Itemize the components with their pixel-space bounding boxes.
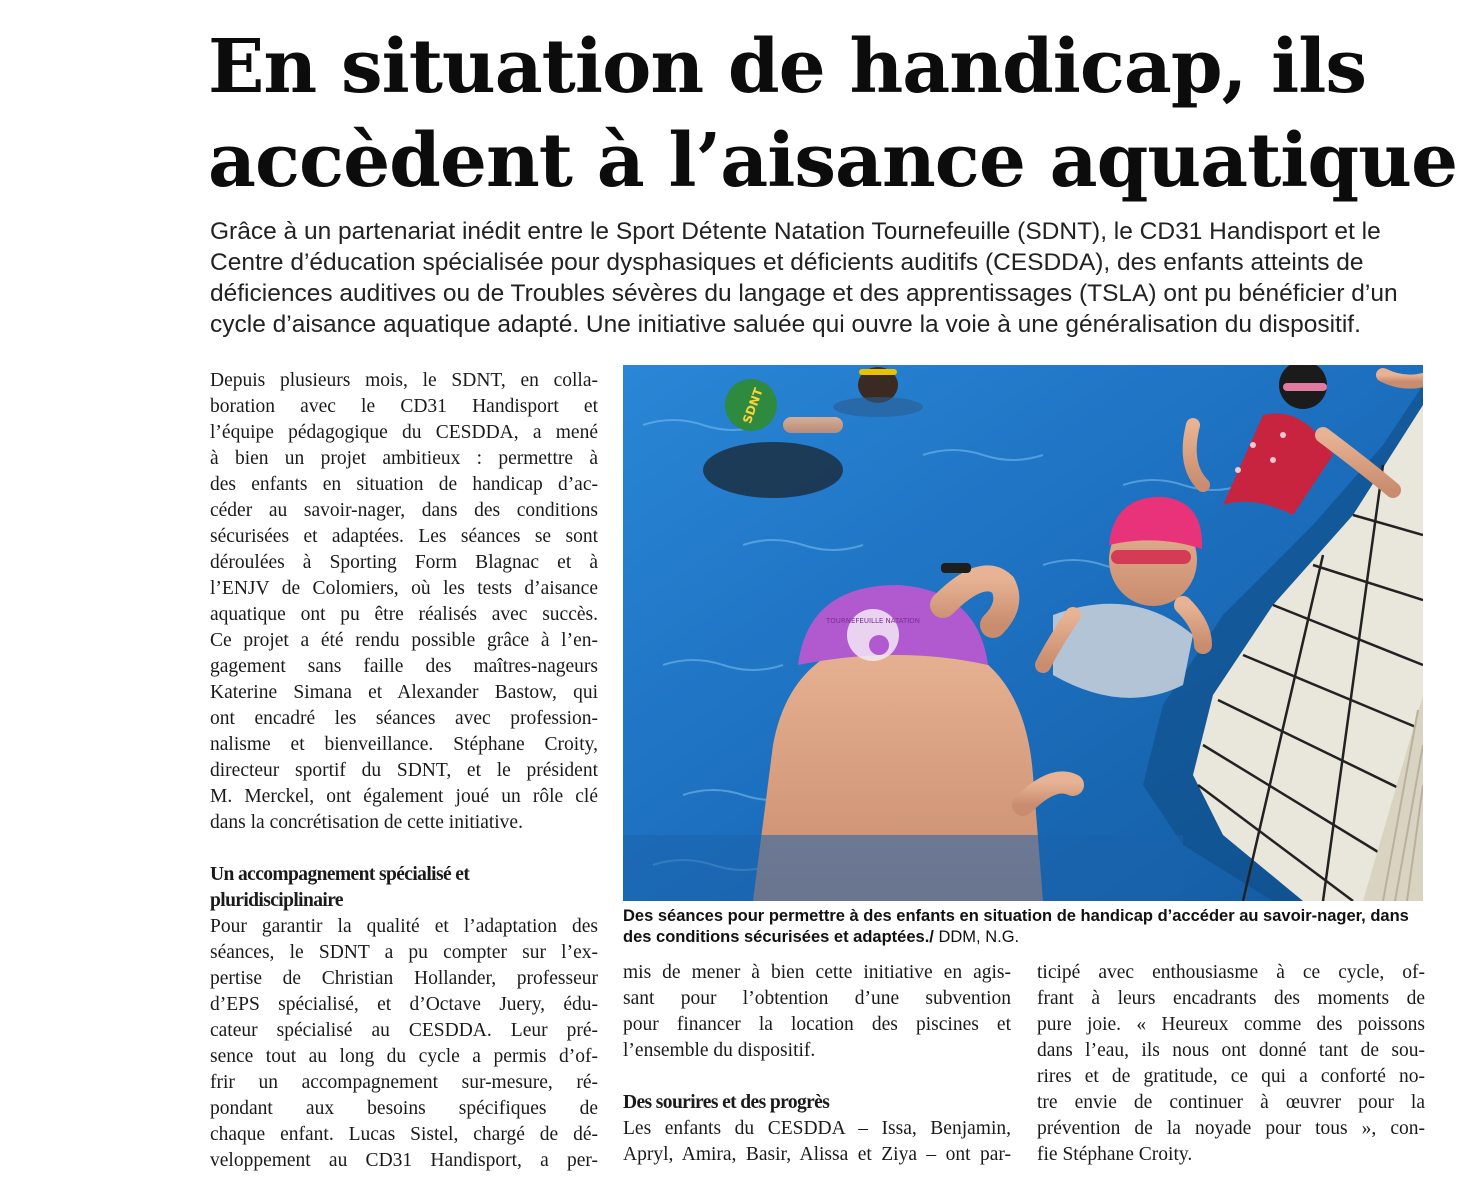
text-line: d’EPS spécialisé, et d’Octave Juery, édu- [210, 994, 598, 1015]
headline-line-1: En situation de handicap, ils [208, 24, 1367, 110]
text-line: gagement sans faille des maîtres-nageurs [210, 656, 598, 677]
goggles [1111, 550, 1191, 564]
subheading-2: Des sourires et des progrès [623, 1092, 830, 1113]
subheading-1-line-1: Un accompagnement spécialisé et [210, 864, 470, 885]
text-line: pertise de Christian Hollander, professeur [210, 968, 598, 989]
article-photo [623, 365, 1423, 901]
caption-line-1: Des séances pour permettre à des enfants en situation de handicap d’accéder au savoir-nager, dans [623, 907, 1409, 925]
text-line: M. Merckel, ont également joué un rôle clé [210, 786, 598, 807]
column-3-paragraph-1 [1037, 960, 1425, 1168]
text-line: frir un accompagnement sur-mesure, ré- [210, 1072, 598, 1093]
column-2-paragraph-2 [623, 1116, 1011, 1168]
photo-caption [623, 906, 1423, 948]
text-line: Pour garantir la qualité et l’adaptation des [210, 916, 598, 937]
intro-line: Centre d’éducation spécialisée pour dysphasiques et déficients auditifs (CESDDA), des enfants atteints de [210, 249, 1364, 276]
text-line: tre envie de continuer à œuvrer pour la [1037, 1092, 1425, 1113]
text-line: des enfants en situation de handicap d’ac- [210, 474, 598, 495]
article-column-3 [1037, 960, 1425, 1168]
text-line: cateur spécialisé au CESDDA. Leur pré- [210, 1020, 598, 1041]
intro-line: déficiences auditives ou de Troubles sévères du langage et des apprentissages (TSLA) ont pu bénéficier d’un [210, 280, 1398, 307]
column-1-paragraph-1 [210, 368, 598, 836]
text-line: rires et de gratitude, ce qui a conforté no- [1037, 1066, 1425, 1087]
intro-line: cycle d’aisance aquatique adapté. Une initiative saluée qui ouvre la voie à une généralisation du dispositif. [210, 311, 1361, 338]
intro-line: Grâce à un partenariat inédit entre le Sport Détente Natation Tournefeuille (SDNT), le CD31 Handisport et le [210, 218, 1381, 245]
subheading-1-line-2: pluridisciplinaire [210, 890, 343, 911]
text-line: à bien un projet ambitieux : permettre à [210, 448, 598, 469]
column-2-paragraph-1 [623, 960, 1011, 1064]
intro-paragraph [210, 216, 1435, 340]
text-line: mis de mener à bien cette initiative en agis- [623, 962, 1011, 983]
article-column-1 [210, 368, 598, 1174]
text-line: séances, le SDNT a pu compter sur l’ex- [210, 942, 598, 963]
article-column-2 [623, 960, 1011, 1168]
text-line: pour financer la location des piscines et [623, 1014, 1011, 1035]
foreground-water [623, 835, 1183, 901]
text-line: pure joie. « Heureux comme des poissons [1037, 1014, 1425, 1035]
text-line: l’ensemble du dispositif. [623, 1040, 816, 1061]
text-line: boration avec le CD31 Handisport et [210, 396, 598, 417]
text-line: dans l’eau, ils nous ont donné tant de sou- [1037, 1040, 1425, 1061]
text-line: frant à leurs encadrants des moments de [1037, 988, 1425, 1009]
text-line: Ce projet a été rendu possible grâce à l’en- [210, 630, 598, 651]
text-line: ticipé avec enthousiasme à ce cycle, of- [1037, 962, 1425, 983]
text-line: dans la concrétisation de cette initiative. [210, 812, 523, 833]
text-line: chaque enfant. Lucas Sistel, chargé de dé- [210, 1124, 598, 1145]
text-line: l’ENJV de Colomiers, où les tests d’aisance [210, 578, 598, 599]
text-line: Apryl, Amira, Basir, Alissa et Ziya – ont par- [623, 1144, 1011, 1165]
column-1-paragraph-2 [210, 914, 598, 1174]
text-line: sécurisées et adaptées. Les séances se sont [210, 526, 598, 547]
text-line: aquatique ont pu être réalisés avec succès. [210, 604, 598, 625]
text-line: directeur sportif du SDNT, et le président [210, 760, 598, 781]
text-line: céder au savoir-nager, dans des conditions [210, 500, 598, 521]
text-line: déroulées à Sporting Form Blagnac et à [210, 552, 598, 573]
text-line: pondant aux besoins spécifiques de [210, 1098, 598, 1119]
photo-credit: DDM, N.G. [933, 928, 1020, 946]
headline [208, 20, 1458, 208]
text-line: Depuis plusieurs mois, le SDNT, en colla- [210, 370, 598, 391]
swimming-pool-photo [623, 365, 1423, 901]
text-line: nalisme et bienveillance. Stéphane Croity, [210, 734, 598, 755]
text-line: prévention de la noyade pour tous », con- [1037, 1118, 1425, 1139]
green-cap-text: SDNT [740, 385, 766, 426]
text-line: sant pour l’obtention d’une subvention [623, 988, 1011, 1009]
text-line: ont encadré les séances avec profession- [210, 708, 598, 729]
text-line: fie Stéphane Croity. [1037, 1144, 1193, 1165]
caption-line-2: des conditions sécurisées et adaptées./ [623, 928, 934, 946]
purple-cap-text: TOURNEFEUILLE NATATION [825, 617, 921, 625]
text-line: Les enfants du CESDDA – Issa, Benjamin, [623, 1118, 1011, 1139]
text-line: veloppement au CD31 Handisport, a per- [210, 1150, 598, 1171]
text-line: sence tout au long du cycle a permis d’of- [210, 1046, 598, 1067]
headline-line-2: accèdent à l’aisance aquatique [208, 118, 1458, 204]
text-line: l’équipe pédagogique du CESDDA, a mené [210, 422, 598, 443]
wristwatch [941, 563, 971, 573]
text-line: Katerine Simana et Alexander Bastow, qui [210, 682, 598, 703]
